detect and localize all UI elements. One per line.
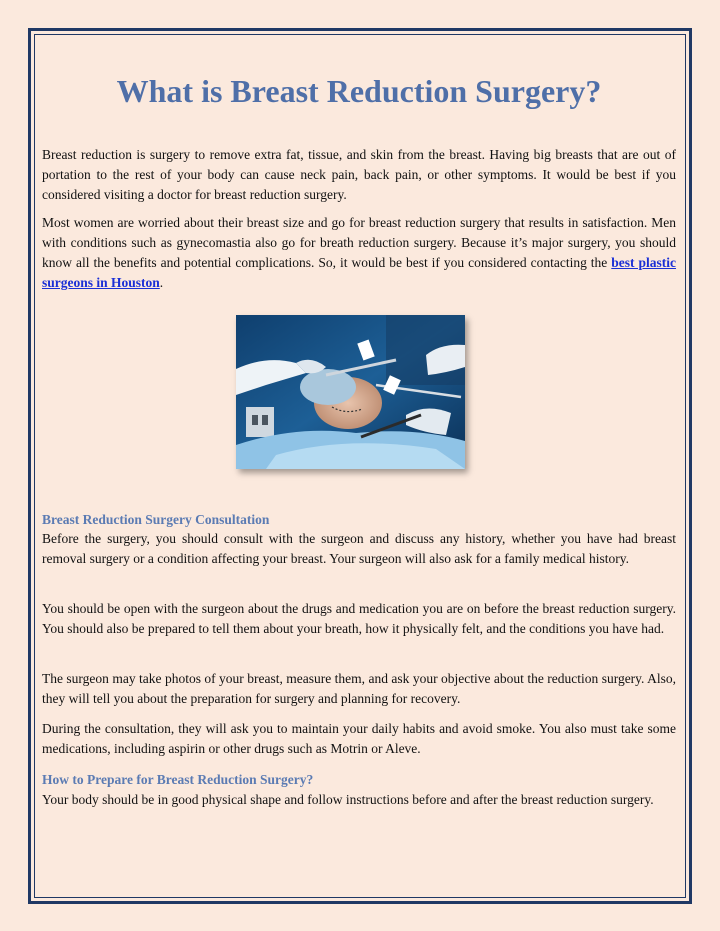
section2-heading: How to Prepare for Breast Reduction Surgery? (42, 772, 314, 787)
page-title: What is Breast Reduction Surgery? (116, 73, 602, 109)
section1-paragraph-1: Before the surgery, you should consult with the surgeon and discuss any history, whether you have had breast removal surgery or a condition affecting your breast. Your surgeon will also ask for a family medical history. (42, 531, 676, 566)
surgeons-houston-link[interactable]: best plastic surgeons in Houston (42, 255, 677, 290)
section1-paragraph-2: You should be open with the surgeon about the drugs and medication you are on before the breast reduction surgery. You should also be prepared to tell them about your breath, how it physically felt, and the conditions you have had. (42, 601, 676, 636)
surgery-photo-illustration (236, 315, 465, 469)
surgery-photo (236, 315, 465, 469)
intro-paragraph-2-text: Most women are worried about their breast size and go for breast reduction surgery that results in satisfaction. Men with conditions such as gynecomastia also go for breath reduction surgery. Because it’s major surgery, you should know all the benefits and potential complications. So, it would be best if you considered contacting the (42, 215, 676, 270)
section1-heading: Breast Reduction Surgery Consultation (42, 512, 270, 527)
section1-paragraph-4: During the consultation, they will ask you to maintain your daily habits and avoid smoke. You also must take some medications, including aspirin or other drugs such as Motrin or Aleve. (42, 721, 676, 756)
section1-paragraph-3: The surgeon may take photos of your breast, measure them, and ask your objective about the reduction surgery. Also, they will tell you about the preparation for surgery and planning for recovery. (42, 671, 676, 706)
section2-paragraph-1: Your body should be in good physical shape and follow instructions before and after the breast reduction surgery. (42, 792, 654, 807)
intro-paragraph-2 (42, 213, 676, 293)
intro-paragraph-1: Breast reduction is surgery to remove extra fat, tissue, and skin from the breast. Having big breasts that are out of portation to the rest of your body can cause neck pain, back pain, or other symptoms. It would be best if you considered visiting a doctor for breast reduction surgery. (42, 147, 676, 202)
link-suffix: . (159, 275, 164, 290)
